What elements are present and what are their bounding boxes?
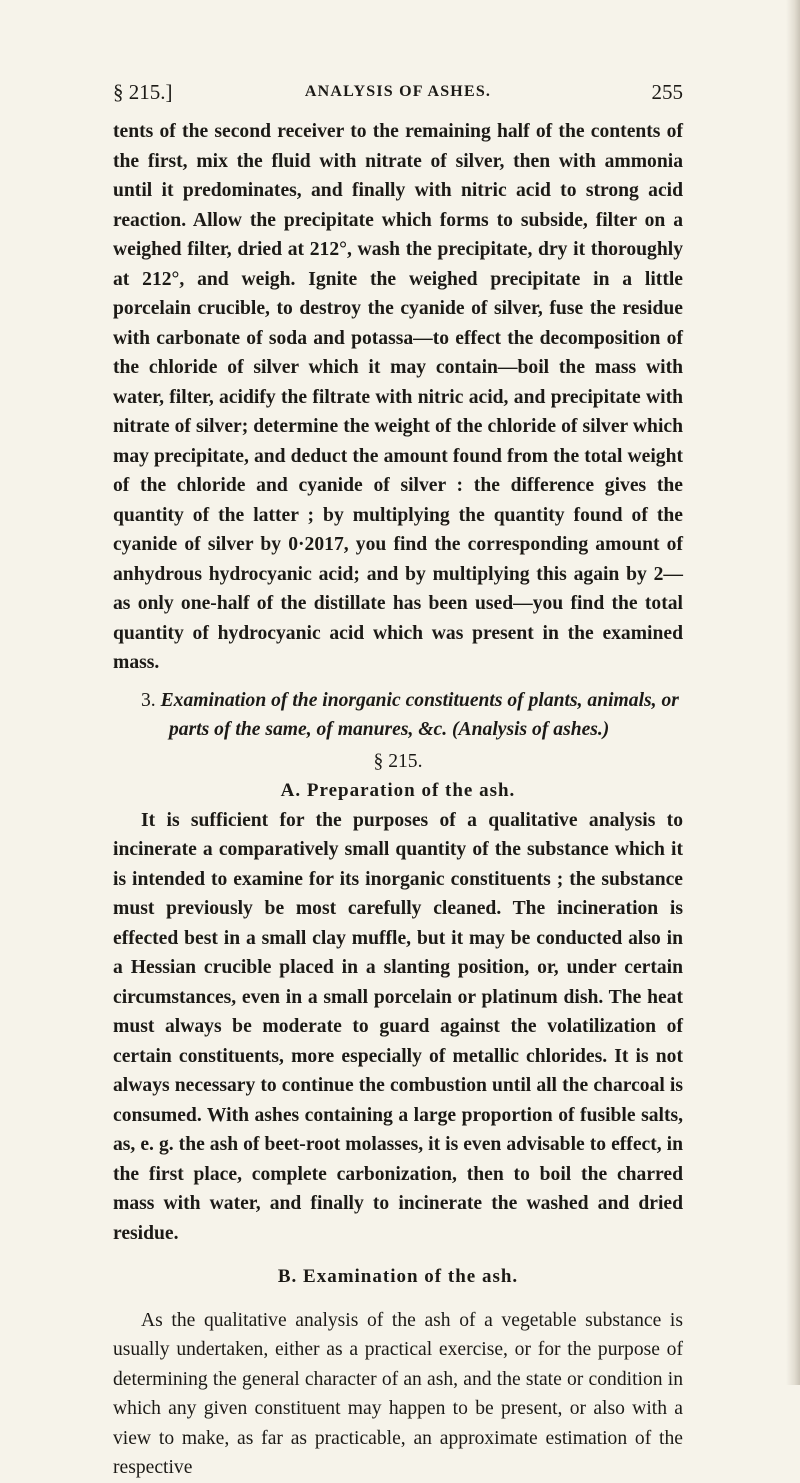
running-header xyxy=(113,80,683,110)
numbered-heading-text: Examination of the inorganic constituents of plants, animals, or parts of the same, of manures, &c. (Analysis of ashes.) xyxy=(160,689,679,740)
numbered-heading-number: 3. xyxy=(141,689,156,711)
body-text xyxy=(113,117,683,1483)
paragraph-examination: As the qualitative analysis of the ash of a vegetable substance is usually undertaken, either as a practical exercise, or for the purpose of determining the general character of an ash, and the state or condition in which any given constituent may happen to be present, or also with a view to make, as far as practicable, an approximate estimation of the respective xyxy=(113,1309,683,1478)
header-running-title: ANALYSIS OF ASHES. xyxy=(304,83,492,100)
page-edge-shadow xyxy=(786,0,800,1385)
numbered-heading xyxy=(141,686,683,745)
section-number: § 215. xyxy=(373,750,423,772)
page-number: 255 xyxy=(651,80,683,104)
header-section-marker: § 215.] xyxy=(113,80,173,104)
subheading-examination: B. Examination of the ash. xyxy=(277,1266,519,1287)
subheading-preparation: A. Preparation of the ash. xyxy=(280,780,516,801)
paragraph-preparation: It is sufficient for the purposes of a qualitative analysis to incinerate a comparatively small quantity of the substance which it is intended to examine for its inorganic constituents ; the substance must previously be most carefully cleaned. The incineration is effected best in a small clay muffle, but it may be conducted also in a Hessian crucible placed in a slanting position, or, under certain circumstances, even in a small porcelain or platinum dish. The heat must always be moderate to guard against the volatilization of certain constituents, more especially of metallic chlorides. It is not always necessary to continue the combustion until all the charcoal is consumed. With ashes containing a large proportion of fusible salts, as, e. g. the ash of beet-root molasses, it is even advisable to effect, in the first place, complete carbonization, then to boil the charred mass with water, and finally to incinerate the washed and dried residue. xyxy=(113,809,683,1244)
paragraph-continuation: tents of the second receiver to the remaining half of the contents of the first, mix the fluid with nitrate of silver, then with ammonia until it predominates, and finally with nitric acid to strong acid reaction. Allow the precipitate which forms to subside, filter on a weighed filter, dried at 212°, wash the precipitate, dry it thoroughly at 212°, and weigh. Ignite the weighed precipitate in a little porcelain crucible, to destroy the cyanide of silver, fuse the residue with carbonate of soda and potassa—to effect the decomposition of the chloride of silver which it may contain—boil the mass with water, filter, acidify the filtrate with nitric acid, and precipitate with nitrate of silver; determine the weight of the chloride of silver which may precipitate, and deduct the amount found from the total weight of the chloride and cyanide of silver : the difference gives the quantity of the latter ; by multiplying the quantity found of the cyanide of silver by 0·2017, you find the corresponding amount of anhydrous hydrocyanic acid; and by multiplying this again by 2—as only one-half of the distillate has been used—you find the total quantity of hydrocyanic acid which was present in the examined mass. xyxy=(113,121,683,673)
